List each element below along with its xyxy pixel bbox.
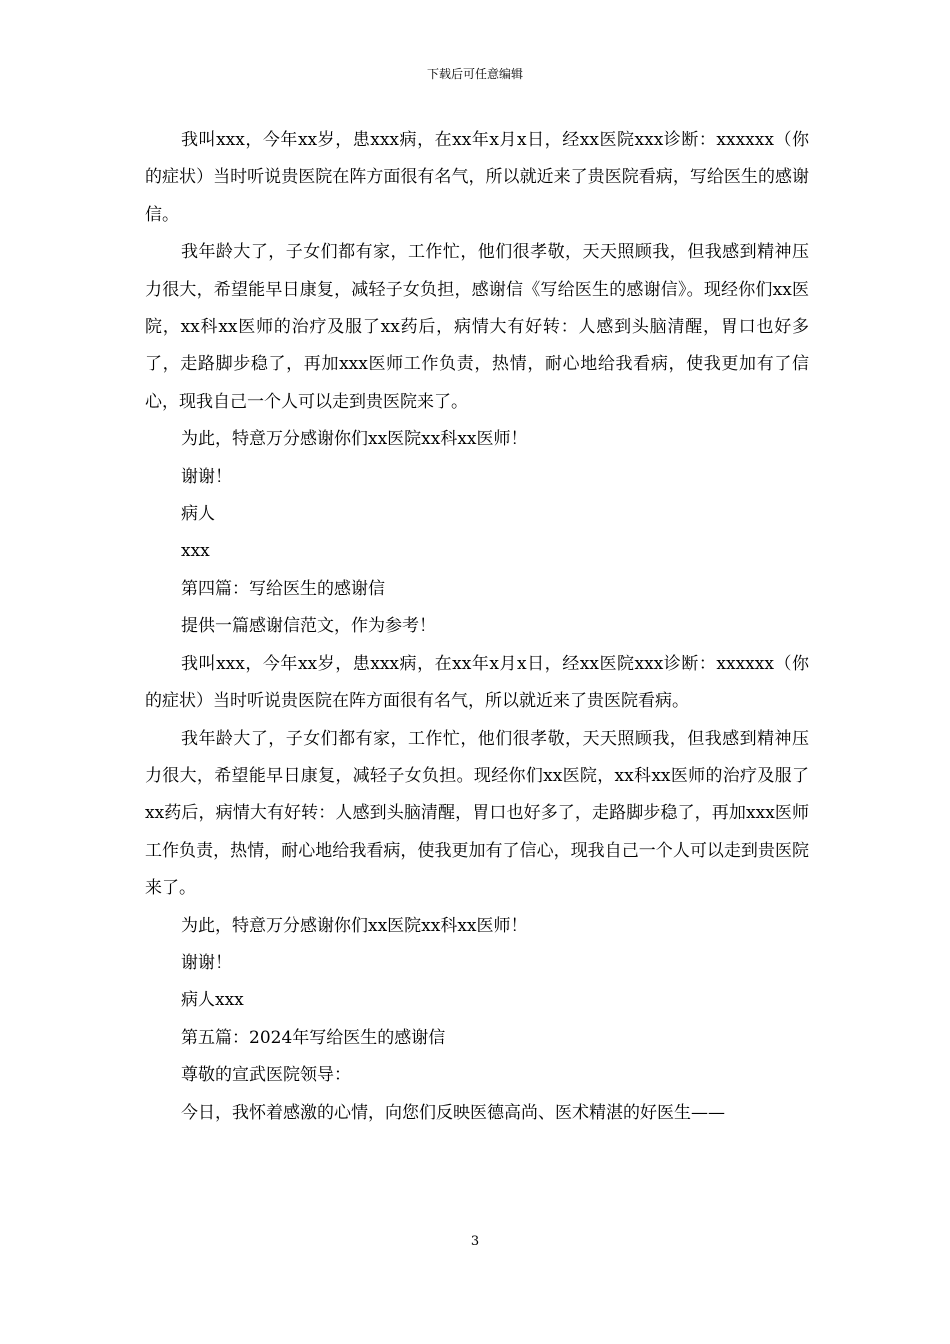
paragraph-8: 我叫xxx，今年xx岁，患xxx病，在xx年x月x日，经xx医院xxx诊断：xxxxxx（你的症状）当时听说贵医院在阵方面很有名气，所以就近来了贵医院看病。 [145,653,809,712]
paragraph-13: 今日，我怀着感激的心情，向您们反映医德高尚、医术精湛的好医生—— [181,1102,725,1123]
paragraph-2: 我年龄大了，子女们都有家，工作忙，他们很孝敬，天天照顾我，但我感到精神压力很大，希望能早日康复，减轻子女负担，感谢信《写给医生的感谢信》。现经你们xx医院，xx科xx医师的治疗及服了xx药后，病情大有好转：人感到头脑清醒，胃口也好多了，走路脚步稳了，再加xxx医师工作负责，热情，耐心地给我看病，使我更加有了信心，现我自己一个人可以走到贵医院来了。 [145,242,809,412]
paragraph-9: 我年龄大了，子女们都有家，工作忙，他们很孝敬，天天照顾我，但我感到精神压力很大，希望能早日康复，减轻子女负担。现经你们xx医院，xx科xx医师的治疗及服了xx药后，病情大有好转：人感到头脑清醒，胃口也好多了，走路脚步稳了，再加xxx医师工作负责，热情，耐心地给我看病，使我更加有了信心，现我自己一个人可以走到贵医院来了。 [145,728,809,899]
paragraph-12: 病人xxx [181,990,244,1011]
paragraph-7: 提供一篇感谢信范文，作为参考！ [181,616,436,637]
paragraph-4: 谢谢！ [181,466,232,487]
salutation: 尊敬的宣武医院领导： [181,1065,351,1086]
paragraph-3: 为此，特意万分感谢你们xx医院xx科xx医师！ [181,429,528,450]
page-number: 3 [470,1234,480,1249]
section-title-5: 第五篇：2024年写给医生的感谢信 [181,1027,446,1048]
paragraph-1: 我叫xxx，今年xx岁，患xxx病，在xx年x月x日，经xx医院xxx诊断：xxxxxx（你的症状）当时听说贵医院在阵方面很有名气，所以就近来了贵医院看病，写给医生的感谢信。 [145,130,809,225]
paragraph-11: 谢谢！ [181,952,232,973]
paragraph-6: xxx [181,541,210,562]
paragraph-5: 病人 [181,504,215,525]
document-body [145,122,809,1132]
section-title-4: 第四篇：写给医生的感谢信 [181,578,385,599]
paragraph-10: 为此，特意万分感谢你们xx医院xx科xx医师！ [181,915,528,936]
page-header: 下载后可任意编辑 [426,67,523,81]
